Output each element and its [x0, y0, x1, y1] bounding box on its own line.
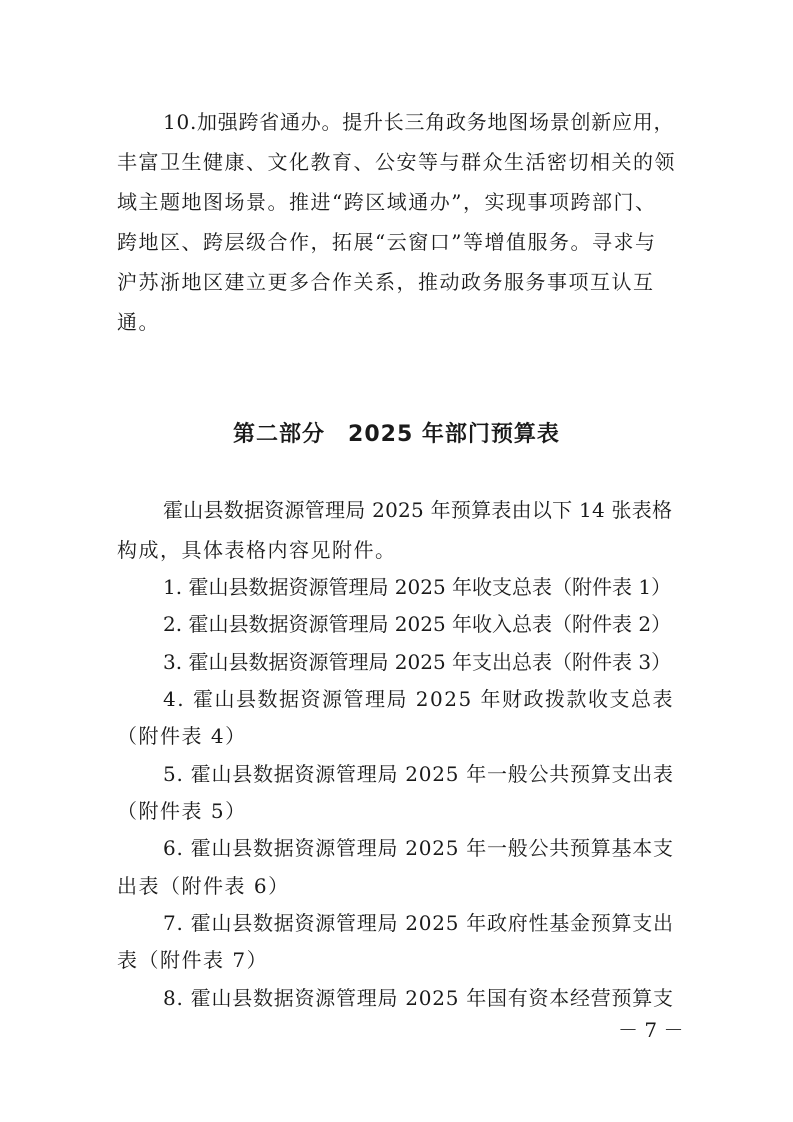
paragraph-line: 丰富卫生健康、文化教育、公安等与群众生活密切相关的领 [117, 150, 676, 174]
list-item: 4. 霍山县数据资源管理局 2025 年财政拨款收支总表 [163, 687, 675, 711]
list-item-continuation: 出表（附件表 6） [117, 874, 290, 898]
intro-line: 构成，具体表格内容见附件。 [117, 538, 397, 562]
paragraph-line: 通。 [117, 310, 160, 334]
list-item: 1. 霍山县数据资源管理局 2025 年收支总表（附件表 1） [163, 575, 672, 599]
list-item: 8. 霍山县数据资源管理局 2025 年国有资本经营预算支 [163, 986, 674, 1010]
list-item: 6. 霍山县数据资源管理局 2025 年一般公共预算基本支 [163, 836, 674, 860]
list-item: 5. 霍山县数据资源管理局 2025 年一般公共预算支出表 [163, 762, 674, 786]
paragraph-line: 域主题地图场景。推进“跨区域通办”，实现事项跨部门、 [117, 190, 657, 214]
paragraph-line: 沪苏浙地区建立更多合作关系，推动政务服务事项互认互 [117, 270, 655, 294]
section-heading: 第二部分 2025 年部门预算表 [233, 422, 560, 447]
list-item: 7. 霍山县数据资源管理局 2025 年政府性基金预算支出 [163, 911, 674, 935]
page-number: － 7 － [618, 1018, 684, 1042]
list-item-continuation: （附件表 4） [117, 724, 247, 748]
list-item: 3. 霍山县数据资源管理局 2025 年支出总表（附件表 3） [163, 650, 672, 674]
paragraph-line: 跨地区、跨层级合作，拓展“云窗口”等增值服务。寻求与 [117, 230, 657, 254]
list-item-continuation: 表（附件表 7） [117, 948, 269, 972]
list-item: 2. 霍山县数据资源管理局 2025 年收入总表（附件表 2） [163, 612, 672, 636]
list-item-continuation: （附件表 5） [117, 799, 247, 823]
paragraph-line: 10.加强跨省通办。提升长三角政务地图场景创新应用， [163, 110, 675, 134]
intro-line: 霍山县数据资源管理局 2025 年预算表由以下 14 张表格 [163, 498, 673, 522]
